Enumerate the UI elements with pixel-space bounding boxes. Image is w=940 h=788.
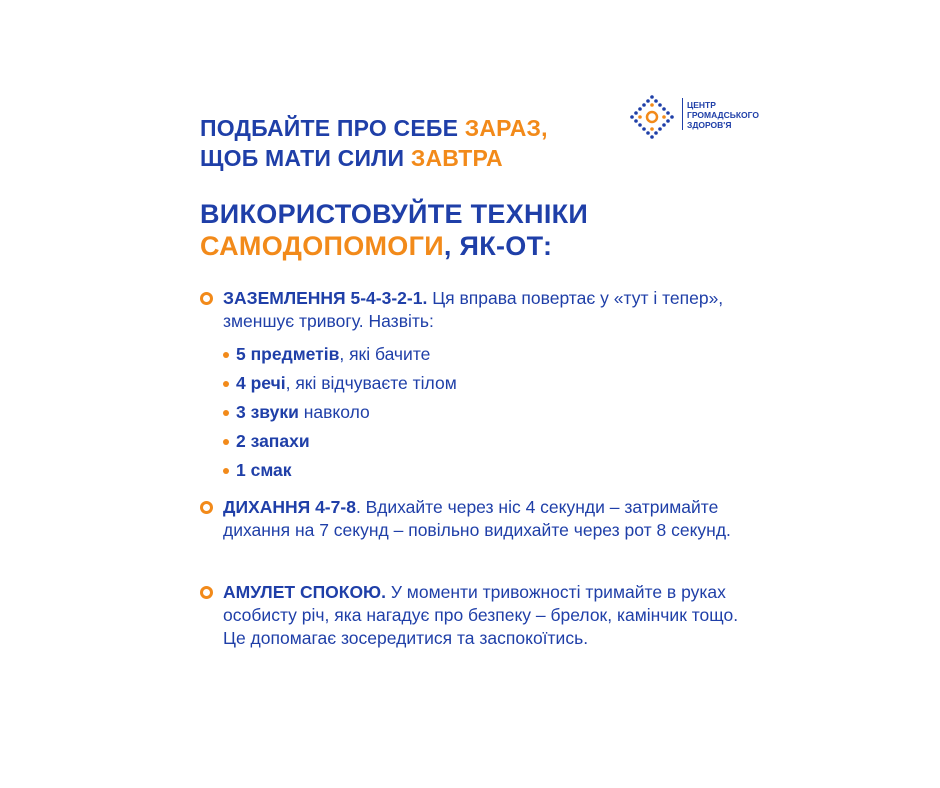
dot-bullet-icon [223,439,229,445]
cross-dots-logo-icon [630,95,674,139]
technique-amulet: АМУЛЕТ СПОКОЮ. У моменти тривожності тримайте в руках особисту річ, яка нагадує про безпеку – брелок, камінчик тощо. Це допомагає зосередитися та заспокоїтись. [200,581,760,650]
title-line-1: ПОДБАЙТЕ ПРО СЕБЕ ЗАРАЗ, [200,115,548,141]
ring-bullet-icon [200,292,213,305]
list-item: 1 смак [223,456,457,485]
list-item: 2 запахи [223,427,457,456]
list-item: 4 речі, які відчуваєте тілом [223,369,457,398]
logo-text: ЦЕНТР ГРОМАДСЬКОГО ЗДОРОВ'Я [687,100,759,130]
section-heading: ВИКОРИСТОВУЙТЕ ТЕХНІКИ САМОДОПОМОГИ, ЯК-ОТ: [200,199,589,261]
dot-bullet-icon [223,352,229,358]
technique-grounding: ЗАЗЕМЛЕННЯ 5-4-3-2-1. Ця вправа повертає у «тут і тепер», зменшує тривогу. Назвіть: [200,287,760,333]
title-line-2: ЩОБ МАТИ СИЛИ ЗАВТРА [200,145,503,171]
list-item: 5 предметів, які бачите [223,340,457,369]
list-item: 3 звуки навколо [223,398,457,427]
dot-bullet-icon [223,381,229,387]
dot-bullet-icon [223,468,229,474]
page-title [200,113,548,173]
ring-bullet-icon [200,501,213,514]
org-logo [630,95,790,140]
dot-bullet-icon [223,410,229,416]
logo-divider [682,98,683,130]
ring-bullet-icon [200,586,213,599]
technique-breathing: ДИХАННЯ 4-7-8. Вдихайте через ніс 4 секунди – затримайте дихання на 7 секунд – повільно видихайте через рот 8 секунд. [200,496,760,542]
senses-list [223,340,457,485]
